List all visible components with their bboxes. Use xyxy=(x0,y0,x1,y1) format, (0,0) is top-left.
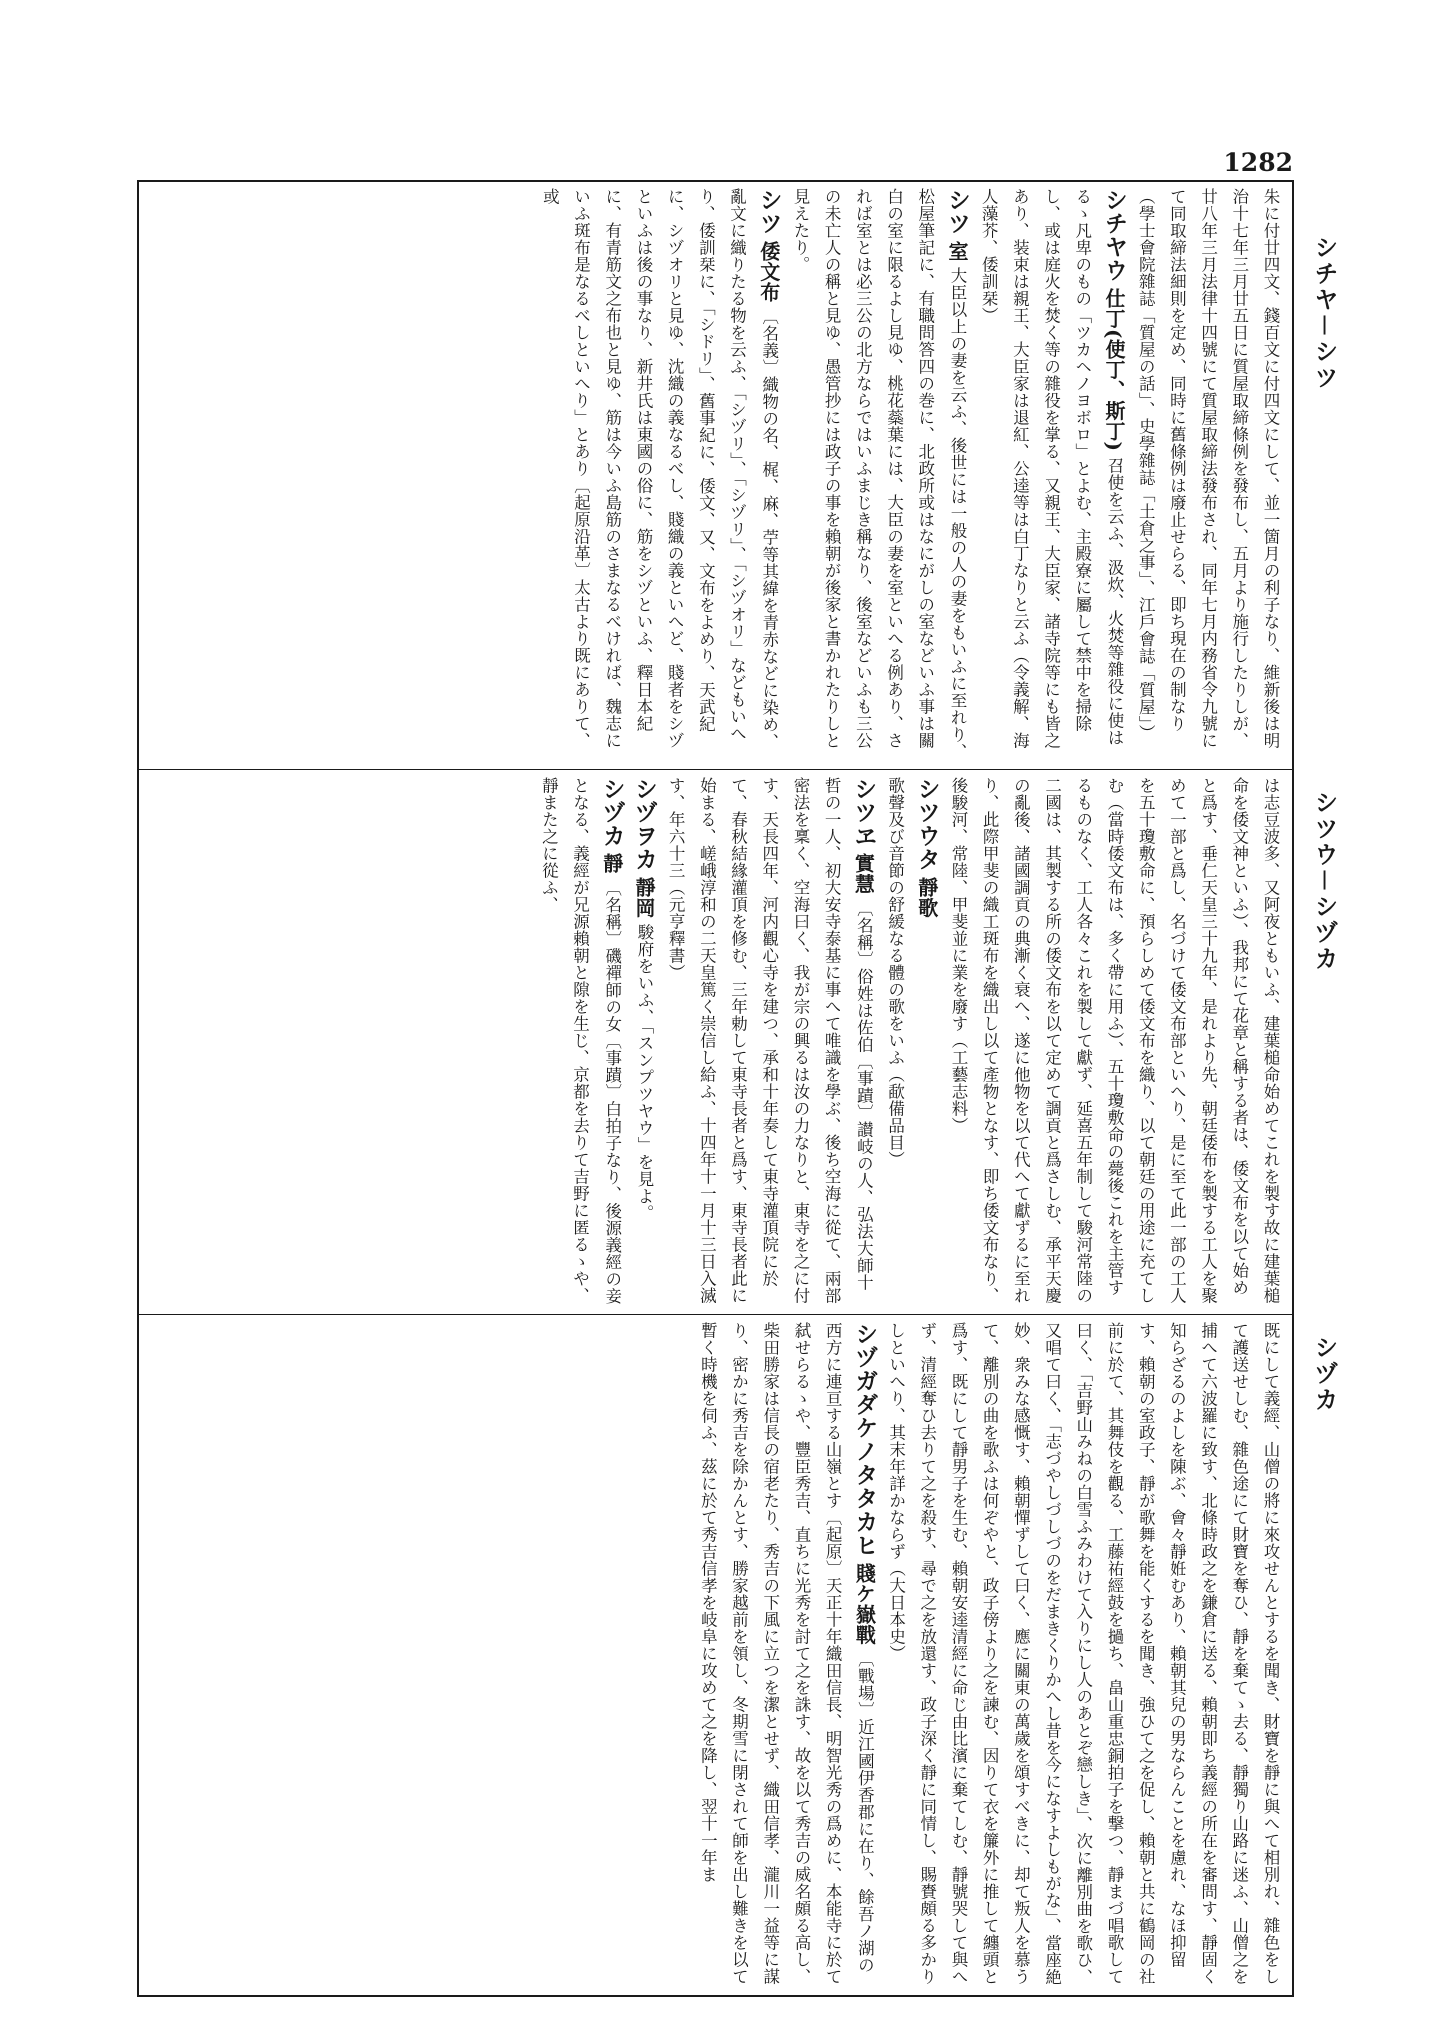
entry-kanji: 室 xyxy=(944,240,969,262)
entry-kanji: 仕丁(使丁、斯丁) xyxy=(1101,287,1126,452)
entry-body: 〔名稱〕磯禪師の女〔事蹟〕白拍子なり、後源義經の妾となる、義經が兄源賴朝と隙を生じ、京都を去りて吉野に匿るゝや、靜また之に從ふ、 xyxy=(539,777,622,1305)
entry-body: 歌聲及び音節の舒緩なる體の歌をいふ（歃備品目） xyxy=(885,777,905,1168)
entry-body: 駿府をいふ、「スンプツヤウ」を見よ。 xyxy=(634,923,654,1222)
continuation-text: 朱に付廿四文、錢百文に付四文にして、並一箇月の利子なり、維新後は明治十七年三月廿五日に質屋取締條例を發布し、五月より施行したりしが、廿八年三月法律十四號にて質屋取締法發布され、同年七月内務省令九號にて同取締法細則を定め、同時に舊條例は廢止せらる、即ち現在の制なり（學士會院雜誌「質屋の話」、史學雜誌「土倉之事」、江戶會誌「質屋」） xyxy=(1136,188,1280,749)
entry-headword: シツウタ xyxy=(913,777,940,871)
entry-body: 召使を云ふ、汲炊、火焚等雜役に使はるゝ凡卑のもの「ツカヘノヨボロ」とよむ、主殿寮に屬して禁中を掃除し、或は庭火を焚く等の雜役を掌る、又親王、大臣家、諸寺院等にも皆之あり、装束は親王、大臣家は退紅、公逵等は白丁なりと云ふ（令義解、海人藻芥、倭訓栞） xyxy=(979,188,1124,749)
entry-body: 〔名義〕織物の名、梶、麻、苧等其緯を青赤などに染め、亂文に織りたる物を云ふ、「シヅリ」、「シヅリ」、「シヅオリ」などもいへり、倭訓栞に、「シドリ」、舊事紀に、倭文、又、文布をよめり、天武紀に、シヅオリと見ゆ、沈織の義なるべし、賤織の義といへど、賤者をシヅといふは後の事なり、新井氏は東國の俗に、筋をシヅといふ、釋日本紀に、有青筋文之布也と見ゆ、筋は今いふ島筋のさまなるべければ、魏志にいふ斑布是なるべしといへり」とあり〔起原沿革〕太古より既にありて、或 xyxy=(540,188,779,750)
running-head-2: シツウ－シヅカ xyxy=(1310,790,1338,972)
frame-top-rule xyxy=(137,180,1294,182)
entry-headword: シチヤウ xyxy=(1100,188,1127,282)
entry-body: 大臣以上の妻を云ふ、後世には一般の人の妻をもいふに至れり、松屋筆記に、有職問答四の巻に、北政所或はなにがしの室などいふ事は關白の室に限るよし見ゆ、桃花蘂葉には、大臣の妻を室といへる例あり、されば室とは必三公の北方ならではいふまじき稱なり、後室などいふも三公の未亡人の稱と見ゆ、愚管抄には政子の事を賴朝が後家と書かれたりしと見えたり。 xyxy=(790,188,967,760)
frame-bottom-rule xyxy=(137,1995,1294,1997)
entry-shitsu-1 xyxy=(785,188,973,762)
entry-body: 〔戰場〕近江國伊香郡に在り、餘吾ノ湖の西方に連亘する山嶺とす〔起原〕天正十年織田信長、明智光秀の爲めに、本能寺に於て弑せらるゝや、豐臣秀吉、直ちに光秀を討て之を誅す、故を以て秀吉の威名頗る高し、柴田勝家は信長の宿老たり、秀吉の下風に立つを潔とせず、織田信孝、瀧川一益等に謀り、密かに秀吉を除かんとす、勝家越前を領し、冬期雪に閉されて師を出し難きを以て暫く時機を伺ふ、茲に於て秀吉信孝を岐阜に攻めて之を降し、翌十一年ま xyxy=(698,1322,875,1985)
continuation-text: は志豆波多、又阿夜ともいふ、建葉槌命始めてこれを製す故に建葉槌命を倭文神といふ）、我邦にて花章と稱する者は、倭文布を以て始めと爲す、垂仁天皇三十九年、是れより先、朝廷倭布を製する工人を聚めて一部と爲し、名づけて倭文布部といへり、是に至て此一部の工人を五十瓊敷命に、預らしめて倭文布を織り、以て朝廷の用途に充てしむ（當時倭文布は、多く帶に用ふ）、五十瓊敷命の薨後これを主管するものなく、工人各々これを製して獻ず、延喜五年制して駿河常陸の二國は、其製する所の倭文布を以て定めて調貢と爲さしむ、承平天慶の亂後、諸國調貢の典漸く衰へ、遂に他物を以て代へて獻ずるに至れり、此際甲斐の織工斑布を織出し以て產物となす、即ち倭文布なり、後駿河、常陸、甲斐並に業を廢す（工藝志料） xyxy=(948,777,1280,1304)
page-number: 1282 xyxy=(1223,148,1293,177)
entry-headword: シツ xyxy=(755,188,782,235)
entry-shitsue xyxy=(660,777,879,1307)
text-band-bottom xyxy=(143,1322,1286,1988)
running-head-3: シヅカ xyxy=(1310,1335,1338,1413)
entry-kanji: 實慧 xyxy=(851,853,876,895)
entry-headword: シヅヲカ xyxy=(630,777,657,871)
band-divider-2 xyxy=(137,1314,1294,1315)
continuation-text: 既にして義經、山僧の將に來攻せんとするを聞き、財寶を靜に與へて相別れ、雜色をして護送せしむ、雜色途にて財寶を奪ひ、靜を棄てゝ去る、靜獨り山路に迷ふ、山僧之を捕へて六波羅に致す、北條時政之を鎌倉に送る、賴朝即ち義經の所在を審問す、靜固く知らざるのよしを陳ぶ、會々靜姙むあり、賴朝其兒の男ならんことを慮れ、なほ抑留す、賴朝の室政子、靜が歌舞を能くするを聞き、強ひて之を促し、賴朝と共に鶴岡の社前に於て、其舞伎を觀る、工藤祐經鼓を撾ち、畠山重忠銅拍子を撃つ、靜まづ唱歌して曰く、「吉野山みねの白雪ふみわけて入りにし人のあとぞ戀しき」、次に離別曲を歌ひ、又唱て曰く、「志づやしづしづのをだまきくりかへし昔を今になすよしもがな」、當座絶妙、衆みな感慨す、賴朝憚ずして曰く、應に關東の萬歲を頌すべきに、却て叛人を慕うて、離別の曲を歌ふは何ぞやと、政子傍より之を諫む、因りて衣を簾外に推して纏頭と爲す、既にして靜男子を生む、賴朝安逵清經に命じ由比濱に棄てしむ、靜號哭して與へず、清經奪ひ去りて之を殺す、尋で之を放還す、政子深く靜に同情し、賜賚頗る多かりしといへり、其末年詳かならず（大日本史） xyxy=(886,1322,1280,1986)
entry-shizuka xyxy=(533,777,628,1307)
running-head-1: シチヤ－シツ xyxy=(1310,235,1338,391)
entry-headword: シヅカ xyxy=(598,777,625,848)
band-divider-1 xyxy=(137,769,1294,770)
entry-kanji: 賤ケ嶽戰 xyxy=(852,1562,877,1645)
frame-left-rule xyxy=(137,180,139,1997)
entry-body: 〔名稱〕俗姓は佐伯〔事蹟〕讃岐の人、弘法大師十哲の一人、初大安寺泰基に事へて唯識を學ぶ、後ち空海に從て、兩部密法を稟く、空海曰く、我が宗の興るは汝の力なりと、東寺を之に付す、天長四年、河内觀心寺を建つ、承和十年奏して東寺灌頂院に於て、春秋結緣灌頂を修む、三年勅して東寺長者と爲す、東寺長者此に始まる、嵯峨淳和の二天皇篤く崇信し給ふ、十四年十一月十三日入滅す、年六十三（元亨釋書） xyxy=(666,777,874,1304)
entry-headword: シツ xyxy=(943,188,970,235)
text-band-middle xyxy=(143,777,1286,1307)
frame-right-rule xyxy=(1292,180,1294,1997)
entry-headword: シツヱ xyxy=(850,777,877,848)
entry-kanji: 倭文布 xyxy=(756,240,781,303)
entry-shizuoka xyxy=(628,777,660,1307)
entry-shitsu-2 xyxy=(534,188,785,762)
entry-shichiyau xyxy=(973,188,1130,762)
entry-shizugatake xyxy=(692,1322,880,1988)
entry-kanji: 靜岡 xyxy=(631,876,656,918)
entry-headword: シヅガダケノタタカヒ xyxy=(851,1322,878,1557)
entry-shitsuuta xyxy=(879,777,942,1307)
text-band-top xyxy=(143,188,1286,762)
entry-kanji: 靜歌 xyxy=(914,876,939,918)
entry-kanji: 靜 xyxy=(599,853,624,874)
